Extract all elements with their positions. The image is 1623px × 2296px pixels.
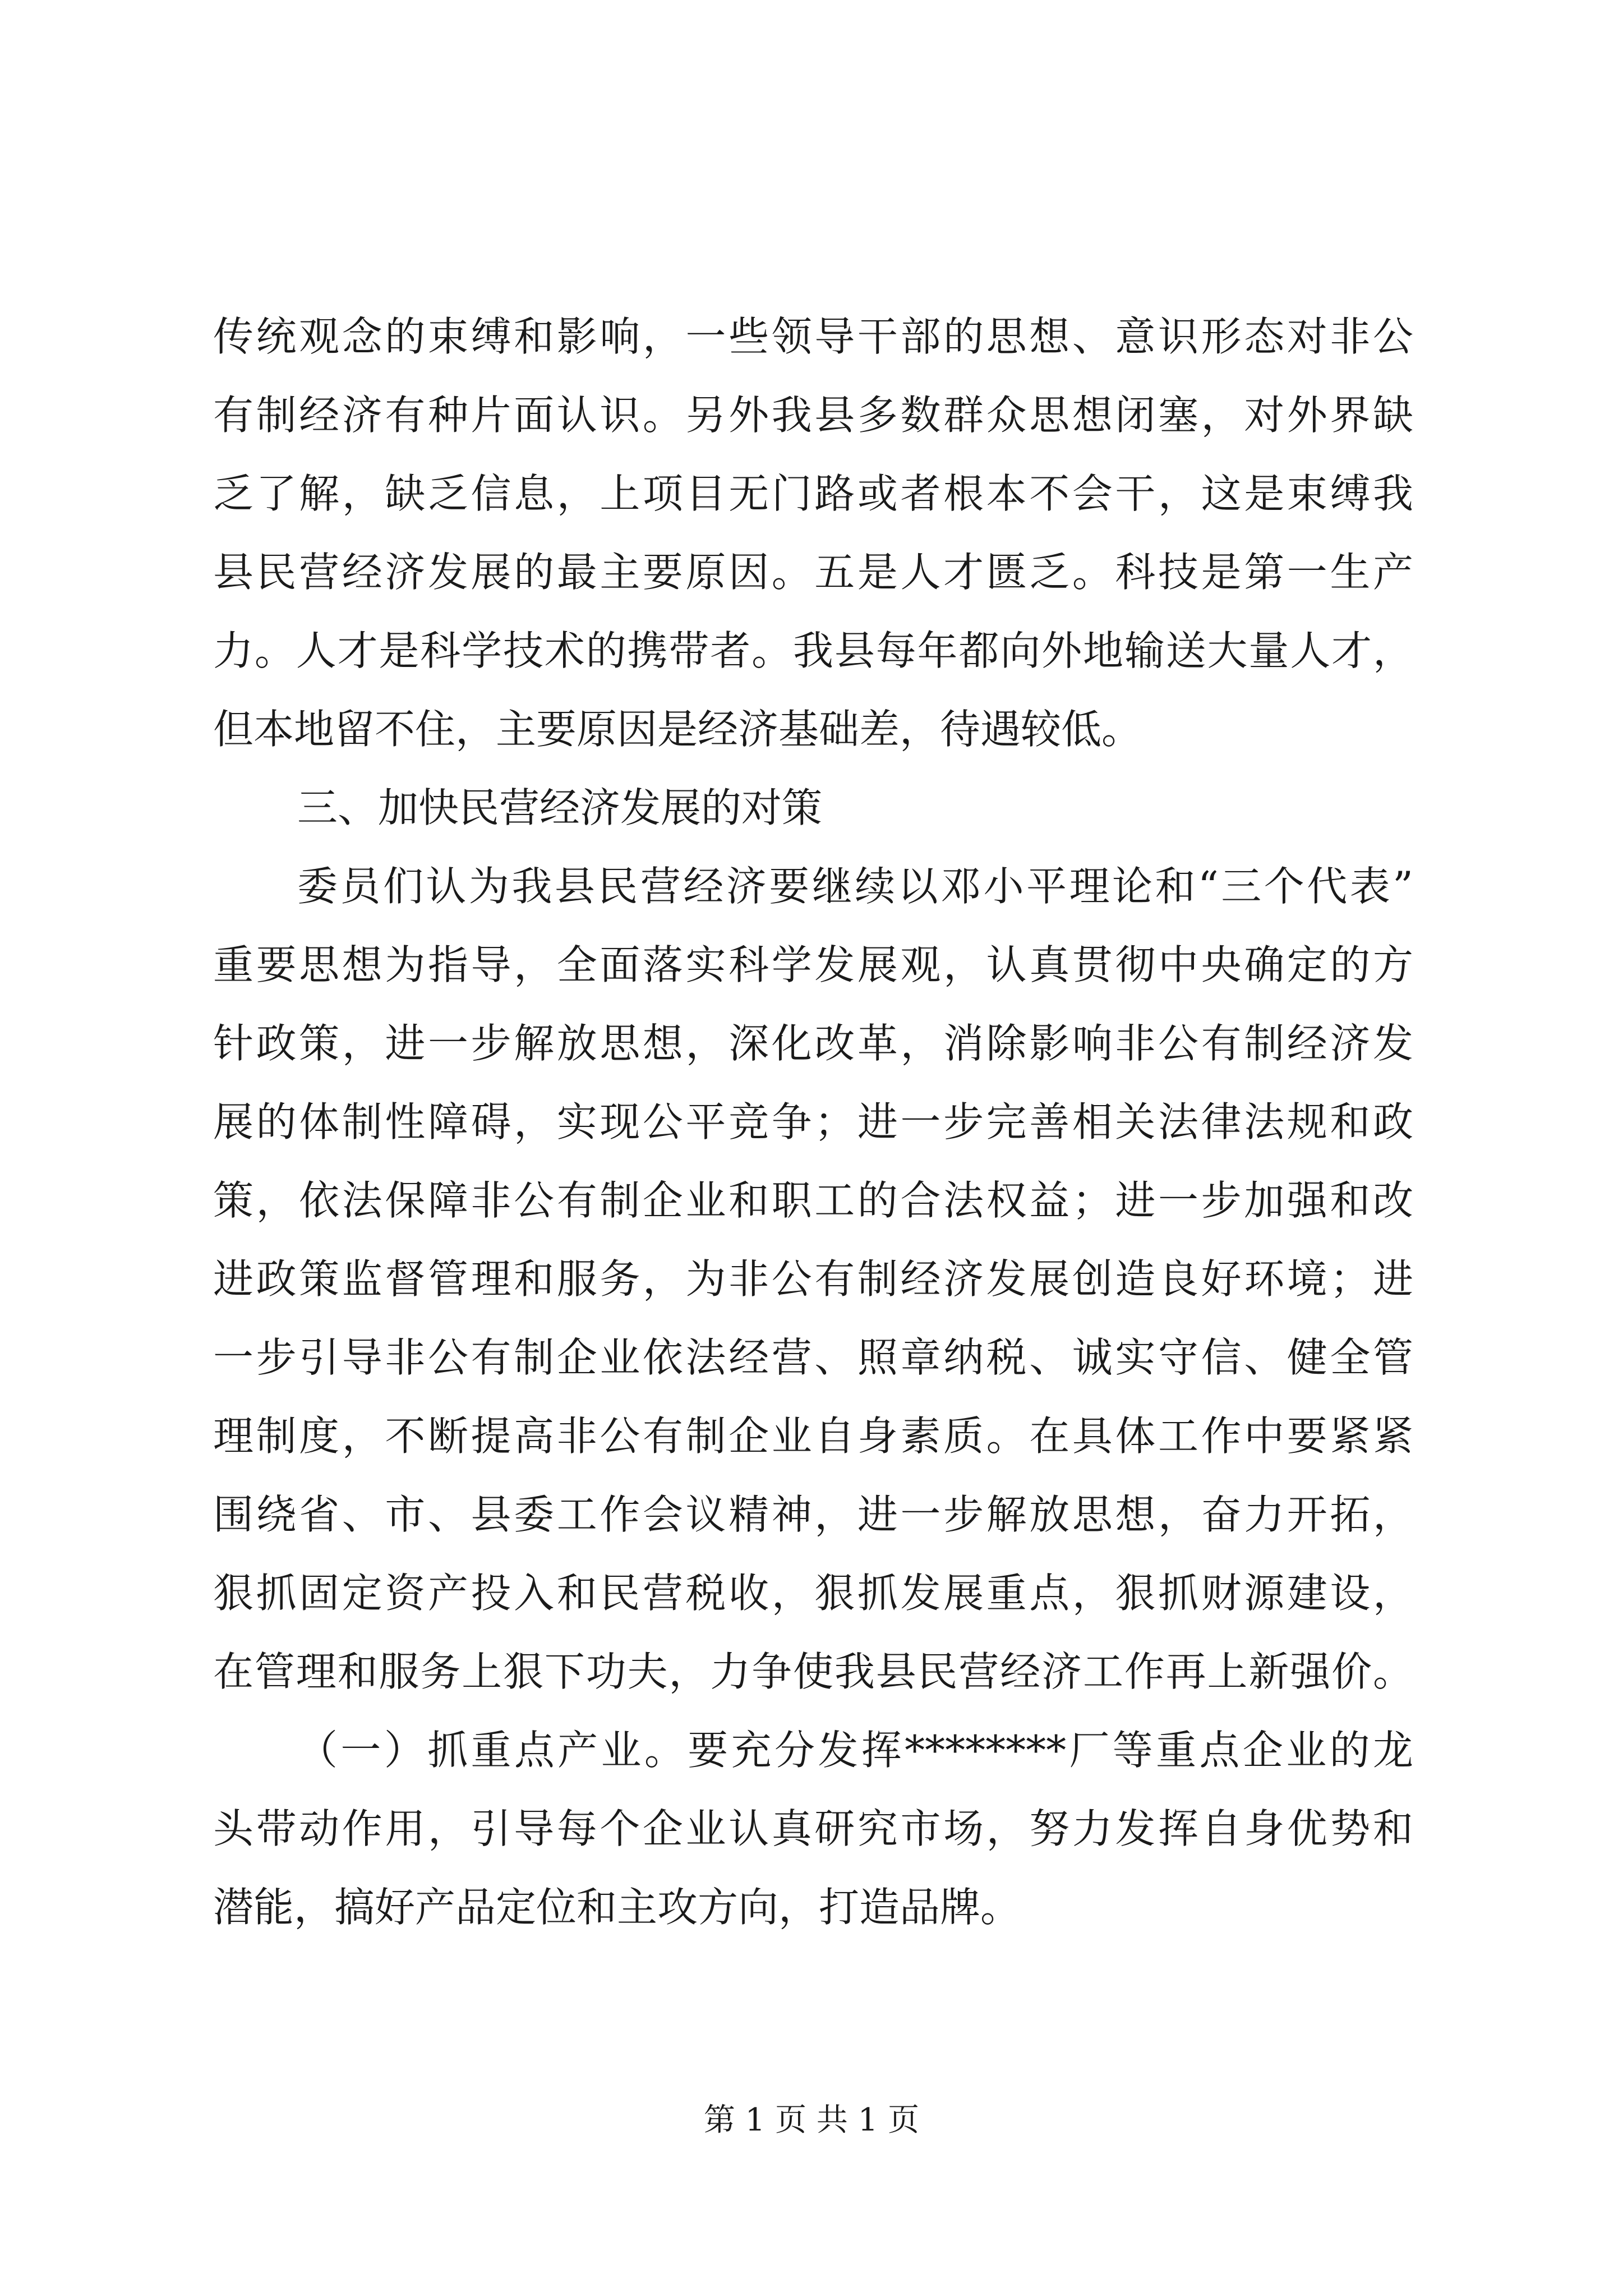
text-line: 狠抓固定资产投入和民营税收，狠抓发展重点，狠抓财源建设， xyxy=(213,1570,1413,1617)
text-line: 重要思想为指导，全面落实科学发展观，认真贯彻中央确定的方 xyxy=(213,941,1413,988)
text-line: 传统观念的束缚和影响，一些领导干部的思想、意识形态对非公 xyxy=(213,313,1413,360)
text-line: 进政策监督管理和服务，为非公有制经济发展创造良好环境；进 xyxy=(213,1255,1413,1303)
text-line: 理制度，不断提高非公有制企业自身素质。在具体工作中要紧紧 xyxy=(213,1412,1413,1460)
text-line: 力。人才是科学技术的携带者。我县每年都向外地输送大量人才， xyxy=(213,627,1413,674)
text-line: 潜能，搞好产品定位和主攻方向，打造品牌。 xyxy=(213,1884,1021,1931)
text-line: 一步引导非公有制企业依法经营、照章纳税、诚实守信、健全管 xyxy=(213,1334,1413,1381)
text-line: 县民营经济发展的最主要原因。五是人才匮乏。科技是第一生产 xyxy=(213,549,1413,596)
body-text xyxy=(213,297,1413,1947)
text-line: 针政策，进一步解放思想，深化改革，消除影响非公有制经济发 xyxy=(213,1020,1413,1067)
page-number: 第 1 页 共 1 页 xyxy=(703,2102,920,2138)
paragraph xyxy=(213,847,1413,1711)
section-heading xyxy=(213,769,1413,847)
paragraph xyxy=(213,297,1413,769)
text-line: 有制经济有种片面认识。另外我县多数群众思想闭塞，对外界缺 xyxy=(213,392,1413,439)
text-line: 头带动作用，引导每个企业认真研究市场，努力发挥自身优势和 xyxy=(213,1805,1413,1852)
text-line: 围绕省、市、县委工作会议精神，进一步解放思想，奋力开拓， xyxy=(213,1491,1413,1538)
text-line: （一）抓重点产业。要充分发挥********厂等重点企业的龙 xyxy=(297,1727,1413,1774)
page-footer xyxy=(0,2098,1623,2143)
text-line: 但本地留不住，主要原因是经济基础差，待遇较低。 xyxy=(213,706,1142,753)
paragraph xyxy=(213,1711,1413,1947)
text-line: 在管理和服务上狠下功夫，力争使我县民营经济工作再上新强价。 xyxy=(213,1648,1413,1695)
text-line: 展的体制性障碍，实现公平竞争；进一步完善相关法律法规和政 xyxy=(213,1098,1413,1145)
text-line: 策，依法保障非公有制企业和职工的合法权益；进一步加强和改 xyxy=(213,1177,1413,1224)
heading-text: 三、加快民营经济发展的对策 xyxy=(297,784,823,831)
text-line: 乏了解，缺乏信息，上项目无门路或者根本不会干，这是束缚我 xyxy=(213,470,1413,517)
text-line: 委员们认为我县民营经济要继续以邓小平理论和“三个代表” xyxy=(297,863,1413,910)
